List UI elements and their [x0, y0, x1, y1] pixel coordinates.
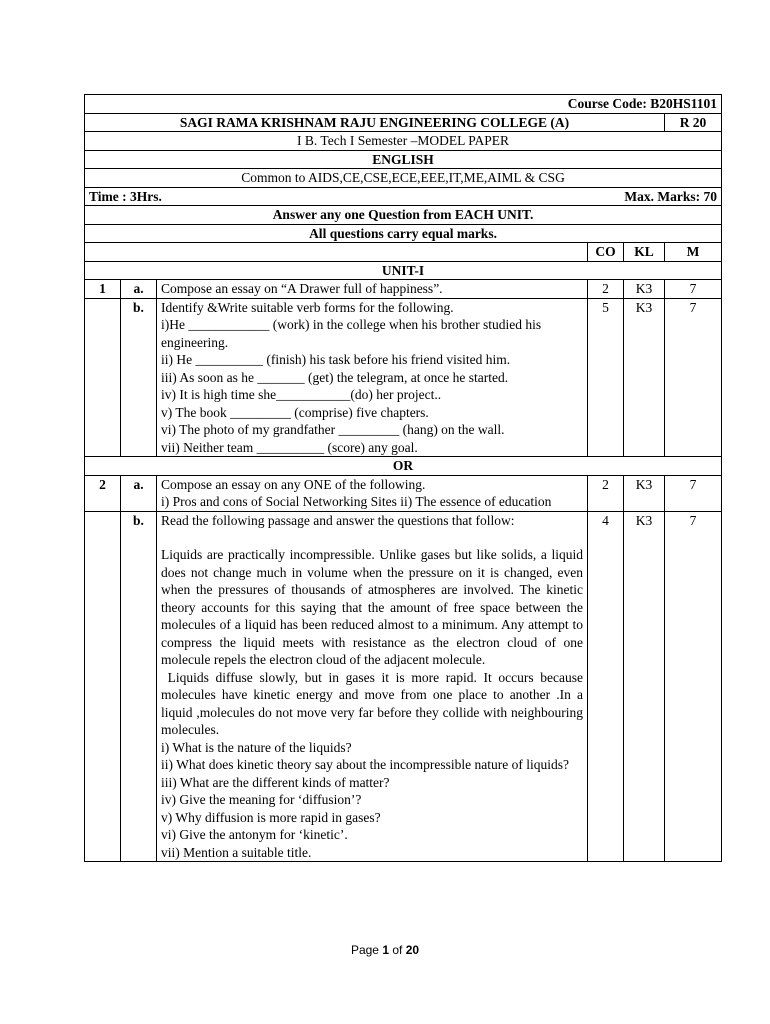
- question-line: ii) He __________ (finish) his task before his friend visited him.: [161, 352, 511, 367]
- semester-row: [85, 132, 722, 151]
- current-page: 1: [382, 943, 389, 957]
- column-header-row: [85, 243, 722, 262]
- kl-value: K3: [624, 511, 665, 862]
- question-line: iii) As soon as he _______ (get) the telegram, at once he started.: [161, 369, 509, 385]
- instruction-2: All questions carry equal marks.: [85, 224, 722, 243]
- question-paper-table: [84, 94, 722, 862]
- marks-value: 7: [665, 280, 722, 299]
- kl-value: K3: [624, 475, 665, 511]
- college-name: SAGI RAMA KRISHNAM RAJU ENGINEERING COLLEGE (A): [85, 113, 665, 132]
- branches: Common to AIDS,CE,CSE,ECE,EEE,IT,ME,AIML & CSG: [85, 169, 722, 188]
- comprehension-question: v) Why diffusion is more rapid in gases?: [161, 809, 381, 825]
- semester: I B. Tech I Semester –MODEL PAPER: [85, 132, 722, 151]
- sub-question-label: b.: [121, 511, 157, 862]
- question-row: [85, 280, 722, 299]
- question-text: [157, 511, 588, 862]
- instruction-row-1: [85, 206, 722, 225]
- subject-row: [85, 150, 722, 169]
- question-text: [157, 298, 588, 457]
- co-value: 4: [588, 511, 624, 862]
- page-of: of: [389, 943, 406, 957]
- total-pages: 20: [405, 943, 420, 957]
- unit-title: UNIT-I: [85, 261, 722, 280]
- time-marks-row: [85, 187, 722, 206]
- page-footer: [0, 943, 770, 957]
- comprehension-question: ii) What does kinetic theory say about the incompressible nature of liquids?: [161, 757, 570, 772]
- instruction-row-2: [85, 224, 722, 243]
- question-line: i)He ____________ (work) in the college when his brother studied his engineering.: [161, 317, 542, 350]
- comprehension-question: vii) Mention a suitable title.: [161, 844, 312, 860]
- question-line: vii) Neither team __________ (score) any goal.: [161, 439, 418, 455]
- question-line: Identify &Write suitable verb forms for the following.: [161, 299, 454, 315]
- comprehension-question: i) What is the nature of the liquids?: [161, 739, 352, 755]
- kl-header: KL: [624, 243, 665, 262]
- course-code-row: [85, 95, 722, 114]
- marks-value: 7: [665, 475, 722, 511]
- passage-paragraph: Liquids diffuse slowly, but in gases it is more rapid. It occurs because molecules have kinetic energy and move from one place to another .In a liquid ,molecules do not move very far before they collide with neighbouring molecules.: [161, 669, 583, 737]
- question-line: Compose an essay on any ONE of the following.: [161, 476, 426, 492]
- marks-value: 7: [665, 298, 722, 457]
- co-value: 2: [588, 280, 624, 299]
- page-label: Page: [350, 943, 383, 957]
- max-marks: Max. Marks: 70: [624, 188, 718, 204]
- instruction-1: Answer any one Question from EACH UNIT.: [85, 206, 722, 225]
- or-row: [85, 457, 722, 476]
- regulation: R 20: [665, 113, 722, 132]
- exam-time: Time : 3Hrs.: [89, 188, 162, 204]
- question-text: [157, 475, 588, 511]
- co-header: CO: [588, 243, 624, 262]
- college-row: [85, 113, 722, 132]
- branches-row: [85, 169, 722, 188]
- passage-intro: Read the following passage and answer the questions that follow:: [161, 512, 515, 528]
- question-line: vi) The photo of my grandfather _________ (hang) on the wall.: [161, 422, 505, 437]
- kl-value: K3: [624, 298, 665, 457]
- question-line: i) Pros and cons of Social Networking Sites ii) The essence of education: [161, 494, 552, 509]
- question-row: [85, 475, 722, 511]
- question-line: iv) It is high time she___________(do) her project..: [161, 387, 442, 402]
- comprehension-question: iv) Give the meaning for ‘diffusion’?: [161, 792, 362, 807]
- question-row: [85, 298, 722, 457]
- sub-question-label: b.: [121, 298, 157, 457]
- sub-question-label: a.: [121, 475, 157, 511]
- passage-paragraph: Liquids are practically incompressible. Unlike gases but like solids, a liquid does not change much in volume when the pressure on it is changed, even when the pressures of thousands of atmospheres are involved. The kinetic theory accounts for this saying that the amount of free space between the molecules of a liquid has been reduced almost to a minimum. Any attempt to compress the liquid meets with resistance as the electron cloud of one molecule repels the electron cloud of the adjacent molecule.: [161, 547, 583, 667]
- or-label: OR: [85, 457, 722, 476]
- unit-title-row: [85, 261, 722, 280]
- question-number: 1: [85, 280, 121, 299]
- question-text: Compose an essay on “A Drawer full of happiness”.: [157, 280, 588, 299]
- comprehension-question: iii) What are the different kinds of matter?: [161, 774, 390, 790]
- kl-value: K3: [624, 280, 665, 299]
- marks-value: 7: [665, 511, 722, 862]
- course-code: Course Code: B20HS1101: [85, 95, 722, 114]
- sub-question-label: a.: [121, 280, 157, 299]
- question-number: 2: [85, 475, 121, 511]
- question-paper: [84, 94, 721, 862]
- subject: ENGLISH: [85, 150, 722, 169]
- co-value: 5: [588, 298, 624, 457]
- question-row: [85, 511, 722, 862]
- comprehension-question: vi) Give the antonym for ‘kinetic’.: [161, 827, 348, 842]
- co-value: 2: [588, 475, 624, 511]
- question-line: v) The book _________ (comprise) five chapters.: [161, 404, 429, 420]
- m-header: M: [665, 243, 722, 262]
